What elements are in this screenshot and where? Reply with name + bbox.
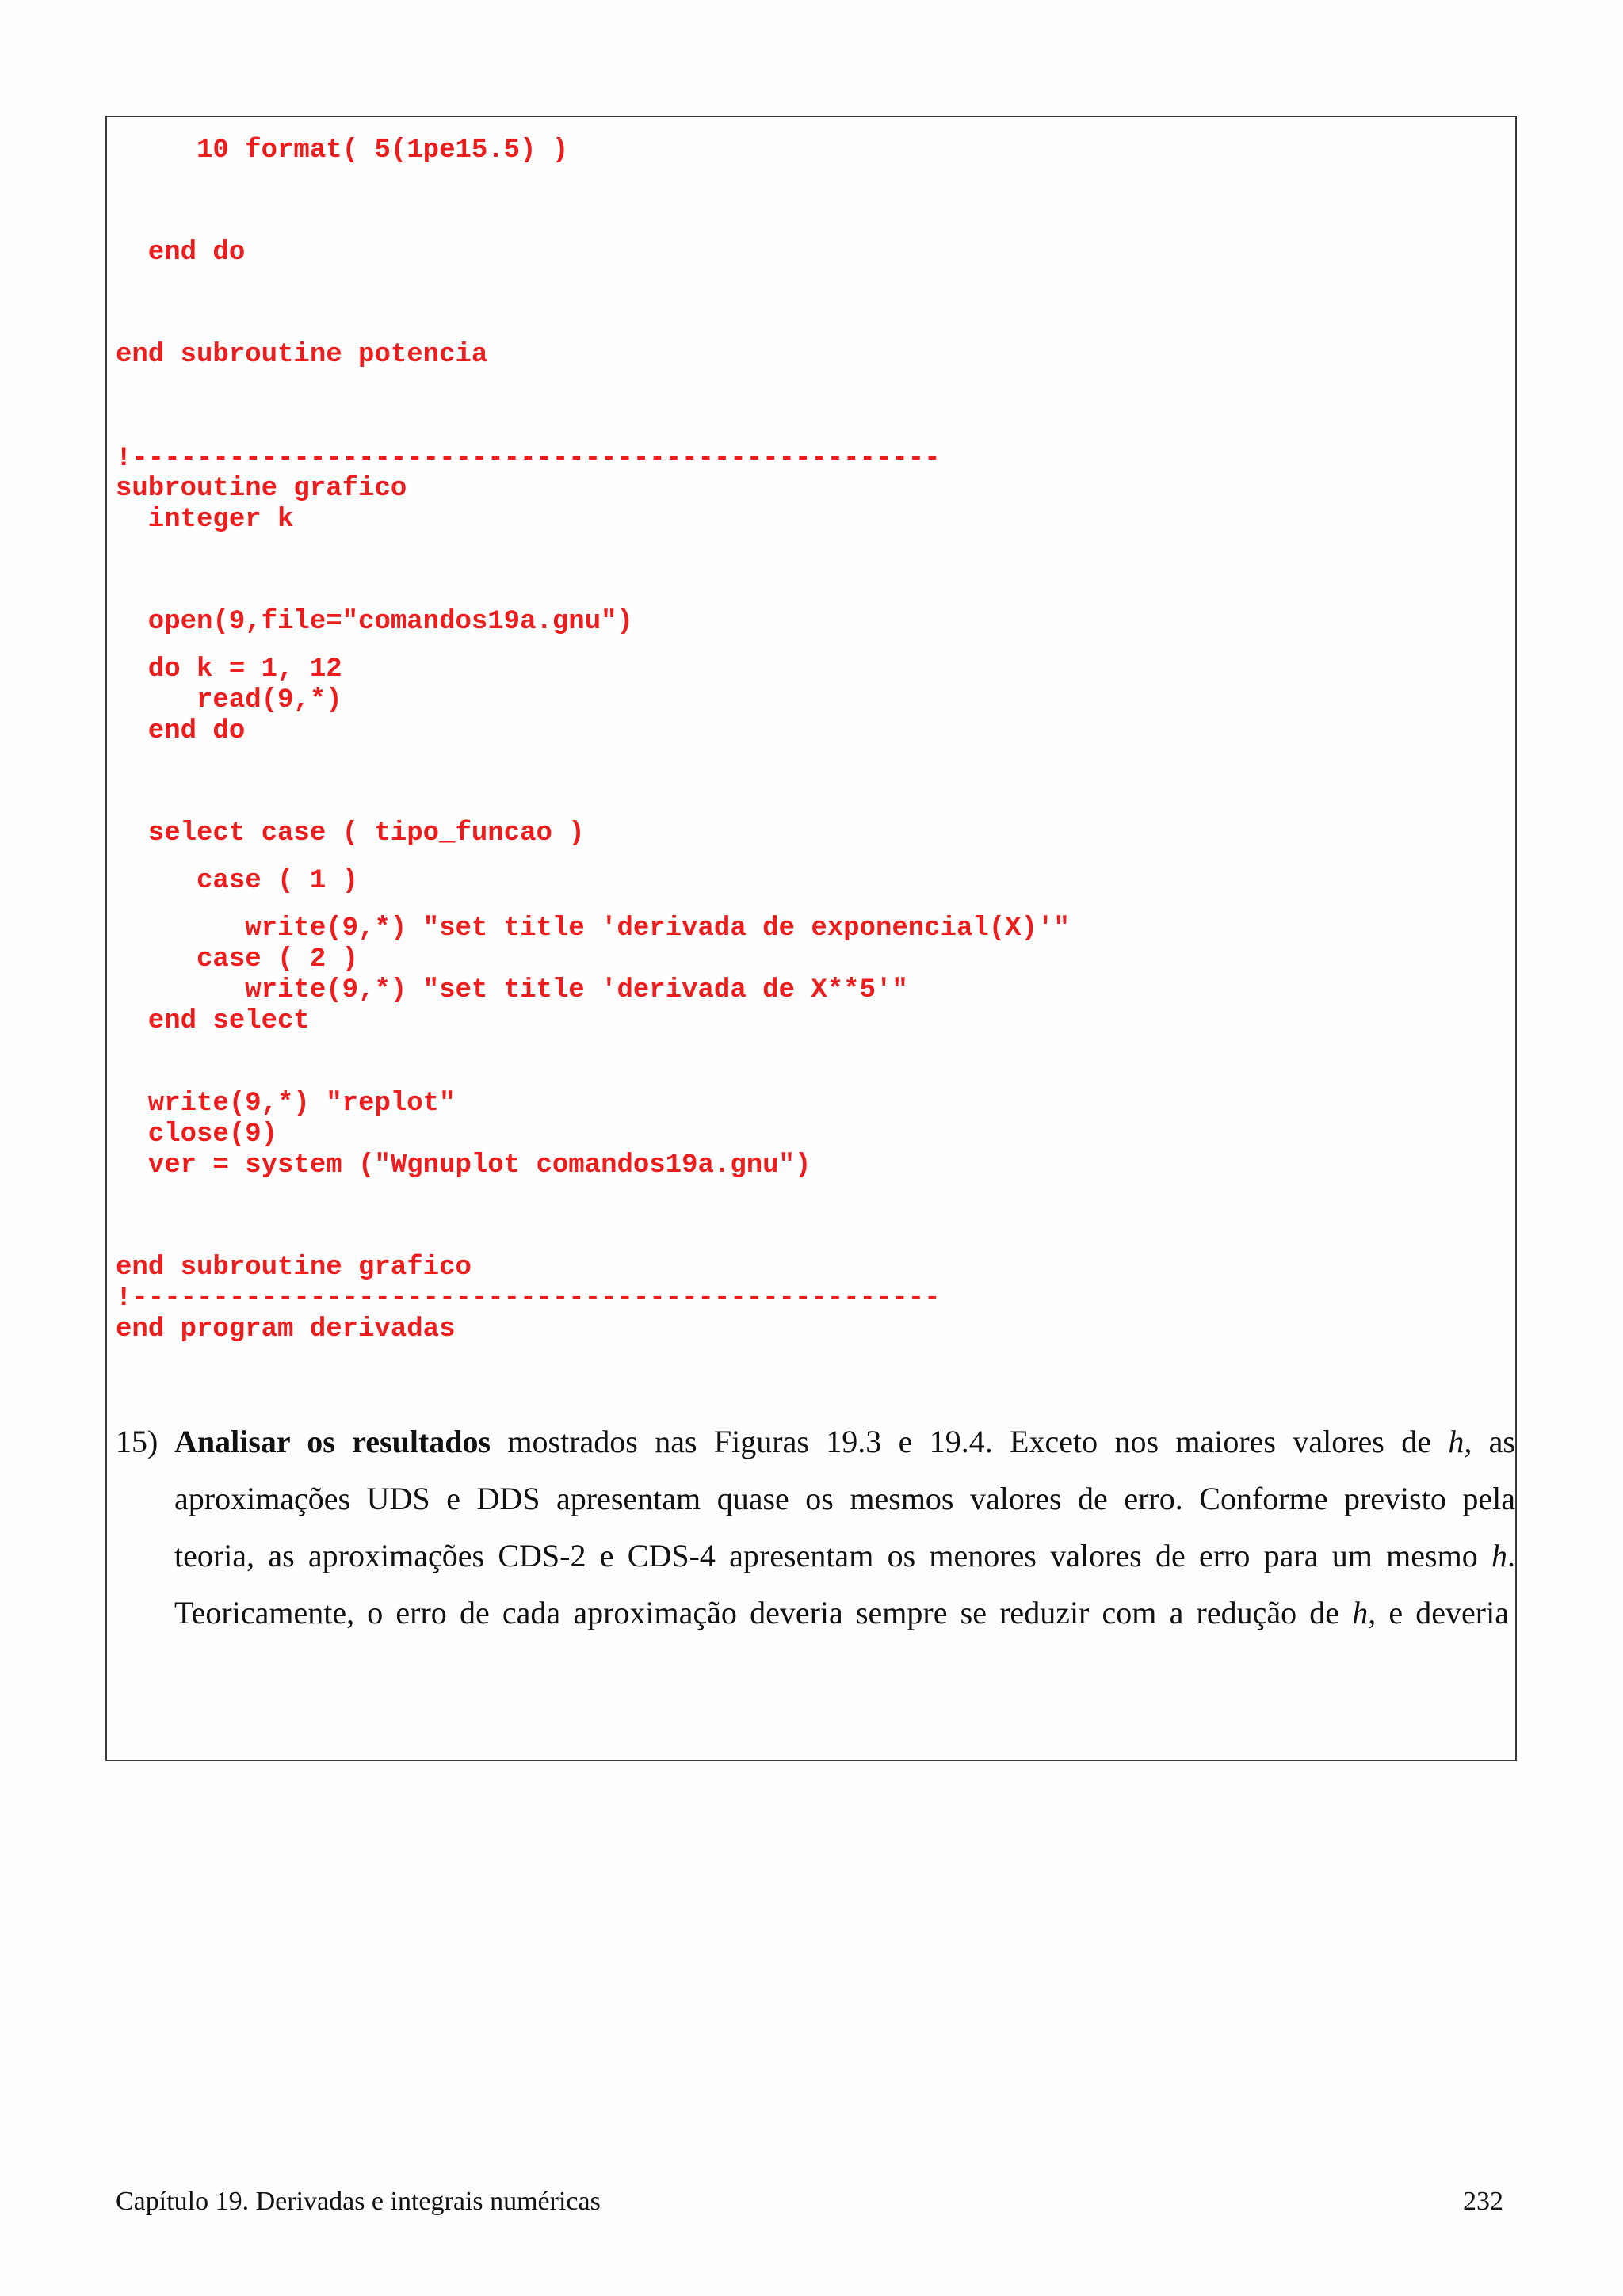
code-line: open(9,file="comandos19a.gnu") <box>116 607 633 637</box>
code-line: read(9,*) <box>116 685 342 715</box>
page-number: 232 <box>1463 2187 1503 2216</box>
paragraph-line <box>174 1537 1515 1574</box>
code-line: end program derivadas <box>116 1314 456 1344</box>
text-run: , as <box>1464 1424 1516 1459</box>
text-run: . <box>1507 1538 1515 1573</box>
italic-h: h <box>1448 1424 1465 1459</box>
code-line: end do <box>116 238 246 268</box>
text-run: Teoricamente, o erro de cada aproximação deveria sempre se reduzir com a redução de <box>174 1595 1353 1630</box>
bold-lead: Analisar os resultados <box>174 1424 491 1459</box>
code-line: end subroutine potencia <box>116 340 488 370</box>
code-line: write(9,*) "replot" <box>116 1089 456 1119</box>
code-line: 10 format( 5(1pe15.5) ) <box>116 135 569 166</box>
text-run: , e deveria <box>1368 1595 1509 1630</box>
code-line: end select <box>116 1006 310 1036</box>
code-line: subroutine grafico <box>116 474 407 504</box>
code-line: !-------------------------------------------------- <box>116 444 941 474</box>
item-number: 15) <box>116 1424 158 1459</box>
paragraph-line <box>174 1423 1515 1460</box>
code-line: close(9) <box>116 1119 278 1150</box>
code-line: write(9,*) "set title 'derivada de exponencial(X)'" <box>116 913 1070 944</box>
italic-h: h <box>1491 1538 1507 1573</box>
code-line: select case ( tipo_funcao ) <box>116 818 585 849</box>
code-line: end do <box>116 716 246 746</box>
code-line: integer k <box>116 505 294 535</box>
paragraph-line <box>174 1594 1509 1631</box>
paragraph-line: aproximações UDS e DDS apresentam quase os mesmos valores de erro. Conforme previsto pela <box>174 1481 1515 1516</box>
code-line: ver = system ("Wgnuplot comandos19a.gnu") <box>116 1150 812 1180</box>
italic-h: h <box>1352 1595 1369 1630</box>
footer-chapter: Capítulo 19. Derivadas e integrais numéricas <box>116 2187 601 2216</box>
code-line: case ( 1 ) <box>116 866 359 896</box>
text-run: mostrados nas Figuras 19.3 e 19.4. Exceto nos maiores valores de <box>491 1424 1449 1459</box>
code-line: write(9,*) "set title 'derivada de X**5'" <box>116 975 908 1005</box>
code-line: end subroutine grafico <box>116 1253 472 1283</box>
code-line: case ( 2 ) <box>116 944 359 974</box>
text-run: teoria, as aproximações CDS-2 e CDS-4 apresentam os menores valores de erro para um mesmo <box>174 1538 1491 1573</box>
code-line: !-------------------------------------------------- <box>116 1283 941 1314</box>
code-line: do k = 1, 12 <box>116 654 342 685</box>
